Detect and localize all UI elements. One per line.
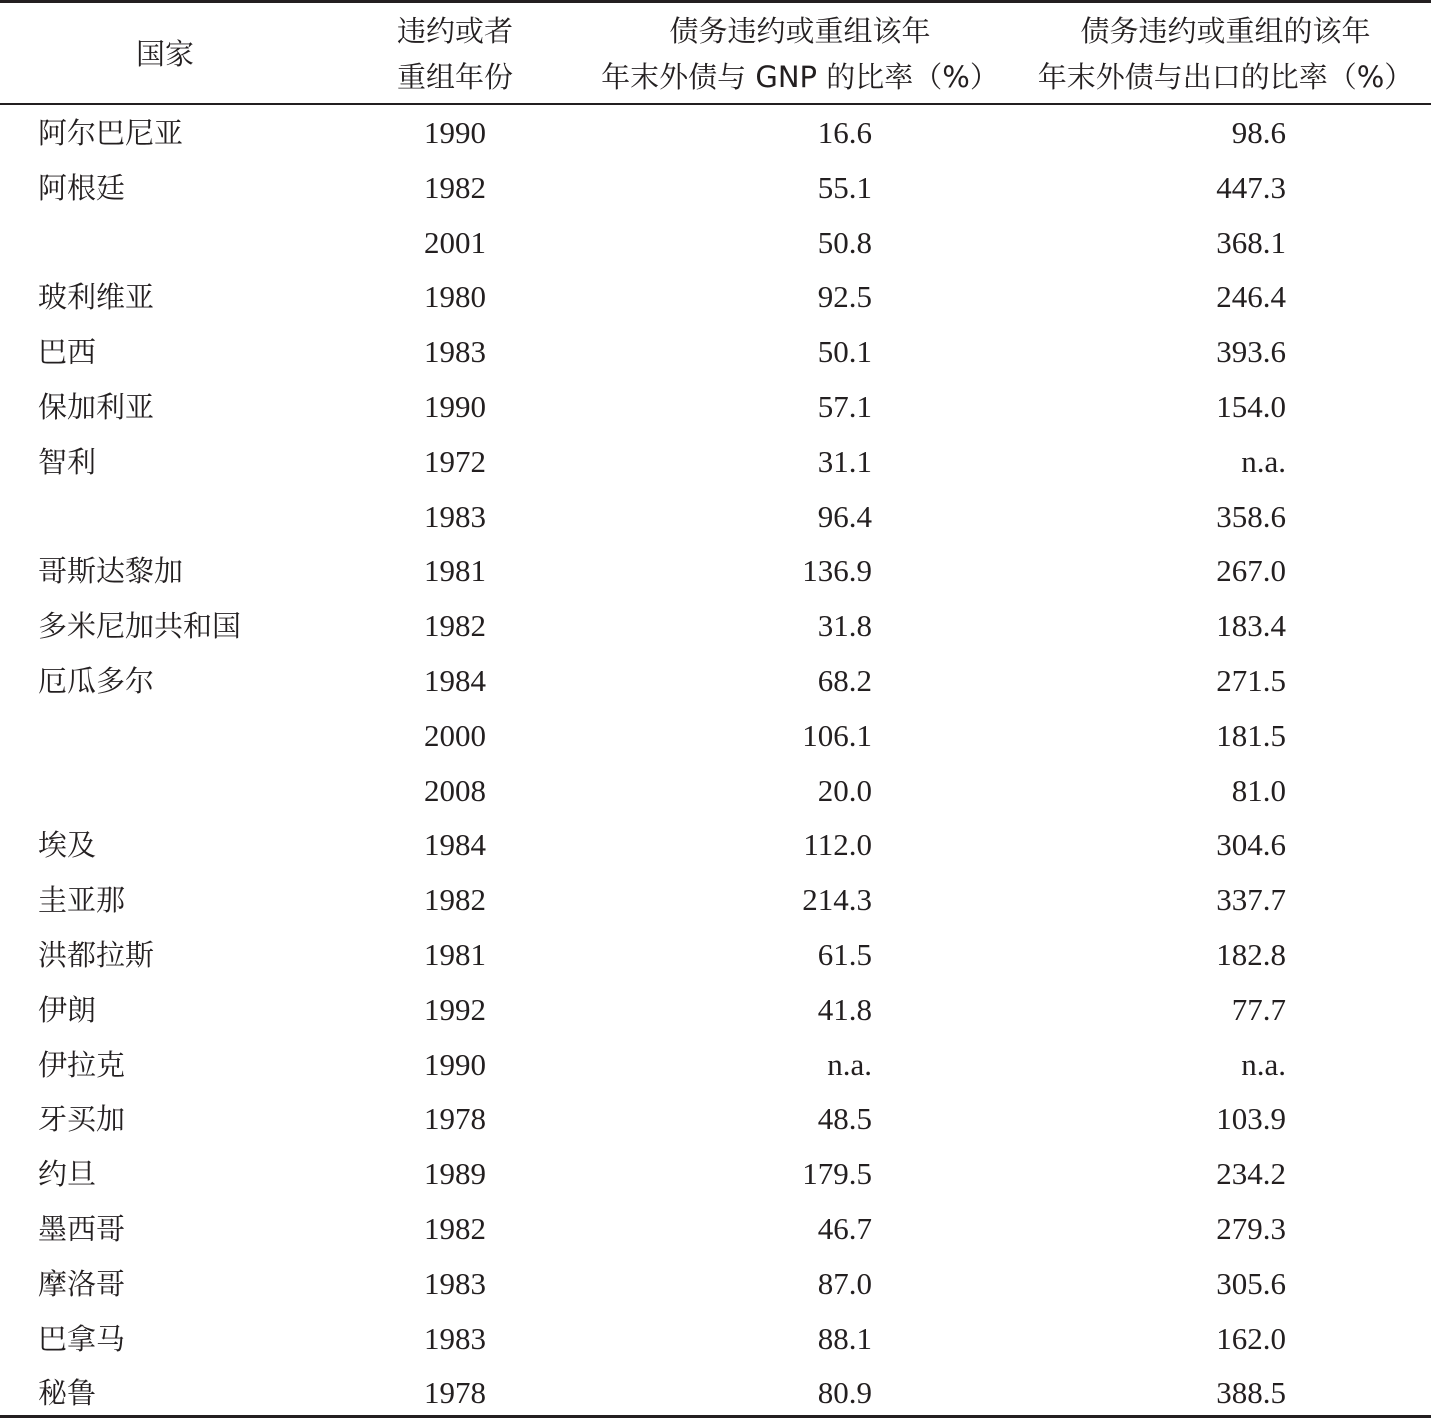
cell-year: 1984 <box>424 662 486 698</box>
cell-gnp-ratio: 112.0 <box>803 827 872 863</box>
table-row <box>0 270 1431 325</box>
cell-country: 玻利维亚 <box>38 280 155 315</box>
header-gnp-ratio <box>580 8 1020 100</box>
table-row <box>0 1366 1431 1421</box>
cell-gnp-ratio: 50.8 <box>817 224 872 260</box>
table-row <box>0 325 1431 380</box>
cell-export-ratio: 183.4 <box>1216 608 1286 644</box>
table-row <box>0 216 1431 271</box>
cell-country <box>38 709 358 764</box>
cell-year: 1983 <box>424 498 486 534</box>
cell-year: 1981 <box>424 553 486 589</box>
cell-export-ratio: 162.0 <box>1216 1320 1286 1356</box>
cell-country <box>38 490 358 545</box>
cell-year: 1983 <box>424 1265 486 1301</box>
table-row <box>0 490 1431 545</box>
cell-gnp-ratio: 31.8 <box>817 608 872 644</box>
cell-year: 1978 <box>424 1101 486 1137</box>
cell-country: 伊拉克 <box>38 1047 126 1082</box>
table-body <box>0 106 1431 1421</box>
cell-export-ratio: 234.2 <box>1216 1156 1286 1192</box>
header-year-line1: 违约或者 <box>396 14 513 48</box>
cell-export-ratio: 271.5 <box>1216 662 1286 698</box>
cell-country: 巴拿马 <box>38 1321 126 1356</box>
cell-export-ratio: 81.0 <box>1231 772 1286 808</box>
cell-country: 多米尼加共和国 <box>38 609 242 644</box>
cell-country: 牙买加 <box>38 1102 126 1137</box>
cell-gnp-ratio: 55.1 <box>817 169 872 205</box>
table-row <box>0 764 1431 819</box>
cell-country: 阿尔巴尼亚 <box>38 116 184 150</box>
table-bottom-rule <box>0 1415 1431 1418</box>
cell-export-ratio: 182.8 <box>1216 936 1286 972</box>
cell-country: 智利 <box>38 444 97 479</box>
cell-gnp-ratio: 87.0 <box>817 1265 872 1301</box>
cell-country: 秘鲁 <box>38 1376 97 1411</box>
cell-year: 1983 <box>424 334 486 370</box>
cell-year: 1982 <box>424 169 486 205</box>
cell-gnp-ratio: 179.5 <box>802 1156 872 1192</box>
table-row <box>0 873 1431 928</box>
table-row <box>0 1312 1431 1367</box>
cell-export-ratio: 279.3 <box>1216 1210 1286 1246</box>
header-export-line1: 债务违约或重组的该年 <box>1080 14 1371 48</box>
cell-export-ratio: n.a. <box>1241 443 1286 479</box>
cell-year: 1990 <box>424 115 486 150</box>
table-row <box>0 654 1431 709</box>
table-top-rule <box>0 0 1431 3</box>
cell-gnp-ratio: 68.2 <box>817 662 872 698</box>
table-row <box>0 1092 1431 1147</box>
cell-export-ratio: 267.0 <box>1216 553 1286 589</box>
cell-export-ratio: 77.7 <box>1231 991 1286 1027</box>
cell-year: 1983 <box>424 1320 486 1356</box>
cell-country: 摩洛哥 <box>38 1266 126 1301</box>
header-country-label: 国家 <box>135 37 194 71</box>
cell-year: 1982 <box>424 608 486 644</box>
table-row <box>0 161 1431 216</box>
table-row <box>0 983 1431 1038</box>
cell-gnp-ratio: 106.1 <box>802 717 872 753</box>
header-gnp-line2: 年末外债与 GNP 的比率（%） <box>601 60 999 94</box>
cell-gnp-ratio: 61.5 <box>817 936 872 972</box>
cell-country: 阿根廷 <box>38 170 126 205</box>
cell-year: 2000 <box>424 717 486 753</box>
cell-gnp-ratio: 136.9 <box>802 553 872 589</box>
cell-country: 埃及 <box>38 828 97 863</box>
cell-gnp-ratio: 92.5 <box>817 279 872 315</box>
cell-year: 1980 <box>424 279 486 315</box>
cell-year: 1990 <box>424 1046 486 1082</box>
cell-country: 厄瓜多尔 <box>38 663 155 698</box>
cell-year: 2001 <box>424 224 486 260</box>
cell-year: 1982 <box>424 882 486 918</box>
cell-year: 1972 <box>424 443 486 479</box>
table-row <box>0 1038 1431 1093</box>
cell-export-ratio: 246.4 <box>1216 279 1286 315</box>
table-row <box>0 709 1431 764</box>
cell-country: 巴西 <box>38 335 97 370</box>
header-year-line2: 重组年份 <box>396 60 513 94</box>
cell-year: 1990 <box>424 388 486 424</box>
header-export-ratio <box>1020 8 1431 100</box>
cell-gnp-ratio: 214.3 <box>802 882 872 918</box>
cell-export-ratio: 358.6 <box>1216 498 1286 534</box>
table-row <box>0 380 1431 435</box>
cell-export-ratio: 103.9 <box>1216 1101 1286 1137</box>
table-row <box>0 106 1431 161</box>
table-row <box>0 544 1431 599</box>
table-row <box>0 818 1431 873</box>
cell-export-ratio: 388.5 <box>1216 1375 1286 1411</box>
cell-year: 1989 <box>424 1156 486 1192</box>
cell-gnp-ratio: 31.1 <box>817 443 872 479</box>
cell-country: 哥斯达黎加 <box>38 554 184 589</box>
table-row <box>0 928 1431 983</box>
cell-export-ratio: 305.6 <box>1216 1265 1286 1301</box>
cell-gnp-ratio: 80.9 <box>817 1375 872 1411</box>
cell-export-ratio: 368.1 <box>1216 224 1286 260</box>
table-row <box>0 435 1431 490</box>
cell-gnp-ratio: 46.7 <box>817 1210 872 1246</box>
cell-country: 墨西哥 <box>38 1211 126 1246</box>
table-header-rule <box>0 103 1431 105</box>
cell-export-ratio: 447.3 <box>1216 169 1286 205</box>
cell-export-ratio: 98.6 <box>1231 115 1286 150</box>
cell-export-ratio: 154.0 <box>1216 388 1286 424</box>
cell-export-ratio: n.a. <box>1241 1046 1286 1082</box>
cell-year: 1982 <box>424 1210 486 1246</box>
cell-export-ratio: 393.6 <box>1216 334 1286 370</box>
cell-year: 1984 <box>424 827 486 863</box>
cell-gnp-ratio: n.a. <box>827 1046 872 1082</box>
cell-gnp-ratio: 57.1 <box>817 388 872 424</box>
cell-gnp-ratio: 20.0 <box>817 772 872 808</box>
cell-gnp-ratio: 96.4 <box>817 498 872 534</box>
cell-gnp-ratio: 41.8 <box>817 991 872 1027</box>
cell-country: 伊朗 <box>38 992 97 1027</box>
cell-country: 保加利亚 <box>38 389 155 424</box>
table-row <box>0 1202 1431 1257</box>
header-export-line2: 年末外债与出口的比率（%） <box>1037 60 1414 94</box>
cell-country <box>38 764 358 819</box>
cell-year: 1992 <box>424 991 486 1027</box>
header-gnp-line1: 债务违约或重组该年 <box>669 14 931 48</box>
header-year <box>360 8 550 100</box>
table-row <box>0 1147 1431 1202</box>
cell-export-ratio: 304.6 <box>1216 827 1286 863</box>
cell-gnp-ratio: 88.1 <box>817 1320 872 1356</box>
header-country <box>60 8 270 100</box>
cell-year: 1981 <box>424 936 486 972</box>
cell-country: 圭亚那 <box>38 883 126 918</box>
cell-gnp-ratio: 16.6 <box>817 115 872 150</box>
table-row <box>0 1257 1431 1312</box>
table-row <box>0 599 1431 654</box>
cell-export-ratio: 181.5 <box>1216 717 1286 753</box>
cell-year: 2008 <box>424 772 486 808</box>
cell-gnp-ratio: 48.5 <box>817 1101 872 1137</box>
cell-export-ratio: 337.7 <box>1216 882 1286 918</box>
cell-country <box>38 216 358 271</box>
cell-gnp-ratio: 50.1 <box>817 334 872 370</box>
cell-country: 约旦 <box>38 1157 97 1192</box>
cell-country: 洪都拉斯 <box>38 937 155 972</box>
cell-year: 1978 <box>424 1375 486 1411</box>
